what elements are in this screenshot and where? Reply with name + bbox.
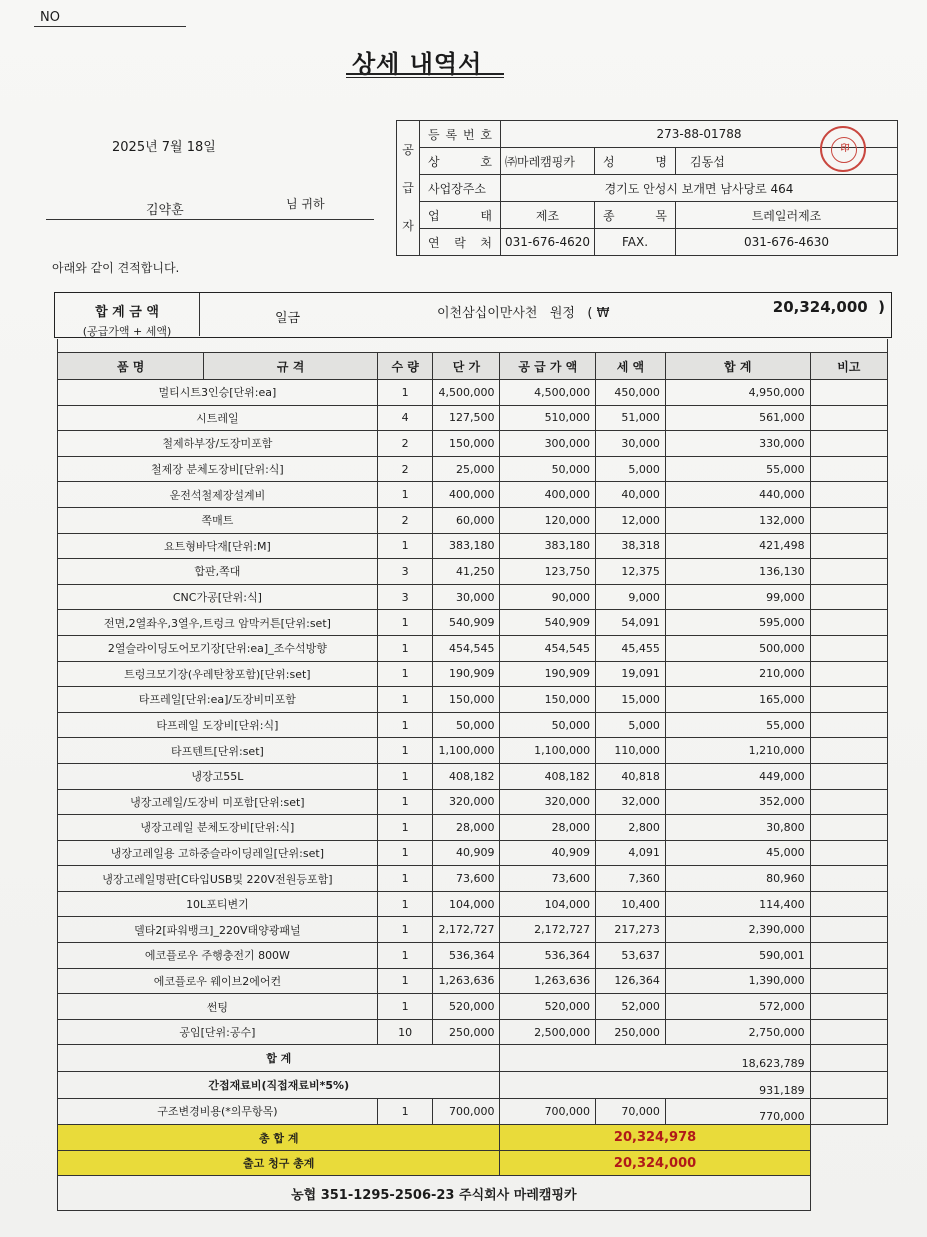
table-row — [58, 763, 888, 789]
intro-text: 아래와 같이 견적합니다. — [52, 261, 180, 275]
item-supply: 400,000 — [500, 482, 596, 508]
item-name: 냉장고55L — [58, 763, 378, 789]
table-row — [58, 559, 888, 585]
table-row — [58, 431, 888, 457]
item-note — [810, 738, 887, 764]
item-tax: 52,000 — [596, 994, 666, 1020]
indirect-label: 간접재료비(직접재료비*5%) — [58, 1072, 500, 1099]
subtotal-note — [810, 1045, 887, 1072]
item-unit-price: 4,500,000 — [433, 380, 500, 406]
item-supply: 123,750 — [500, 559, 596, 585]
item-tax: 9,000 — [596, 584, 666, 610]
item-tax: 19,091 — [596, 661, 666, 687]
item-unit-price: 540,909 — [433, 610, 500, 636]
item-tax: 51,000 — [596, 405, 666, 431]
item-supply: 50,000 — [500, 712, 596, 738]
side-char: 급 — [402, 181, 414, 195]
item-total: 595,000 — [665, 610, 810, 636]
item-note — [810, 559, 887, 585]
total-amount-label-cell — [55, 293, 200, 336]
phone-label: 연 락 처 — [420, 229, 501, 256]
change-tax: 70,000 — [596, 1098, 666, 1125]
item-supply: 454,545 — [500, 635, 596, 661]
total-amount-value: 20,324,000 ) — [772, 298, 885, 316]
item-note — [810, 891, 887, 917]
subtotal-label: 합 계 — [58, 1045, 500, 1072]
change-unit: 700,000 — [433, 1098, 500, 1125]
item-unit-price: 41,250 — [433, 559, 500, 585]
item-name: 트렁크모기장(우레탄창포함)[단위:set] — [58, 661, 378, 687]
item-supply: 4,500,000 — [500, 380, 596, 406]
item-supply: 104,000 — [500, 891, 596, 917]
item-total: 55,000 — [665, 712, 810, 738]
table-row — [58, 943, 888, 969]
item-name: 공임[단위:공수] — [58, 1019, 378, 1045]
item-tax: 2,800 — [596, 815, 666, 841]
item-supply: 150,000 — [500, 687, 596, 713]
total-amount-box — [54, 292, 892, 338]
item-name: 타프레일 도장비[단위:식] — [58, 712, 378, 738]
company-value: ㈜마레캠핑카 — [501, 148, 595, 175]
item-total: 55,000 — [665, 456, 810, 482]
item-qty: 1 — [377, 380, 433, 406]
item-note — [810, 635, 887, 661]
item-tax: 7,360 — [596, 866, 666, 892]
item-note — [810, 610, 887, 636]
item-unit-price: 73,600 — [433, 866, 500, 892]
item-tax: 40,818 — [596, 763, 666, 789]
item-unit-price: 320,000 — [433, 789, 500, 815]
item-tax: 450,000 — [596, 380, 666, 406]
item-note — [810, 1019, 887, 1045]
item-note — [810, 840, 887, 866]
document-number-line — [34, 26, 186, 27]
item-supply: 40,909 — [500, 840, 596, 866]
table-row — [58, 482, 888, 508]
item-note — [810, 456, 887, 482]
item-tax: 10,400 — [596, 891, 666, 917]
item-name: 냉장고레일 분체도장비[단위:식] — [58, 815, 378, 841]
item-qty: 1 — [377, 482, 433, 508]
change-qty: 1 — [377, 1098, 433, 1125]
item-unit-price: 454,545 — [433, 635, 500, 661]
bank-row — [58, 1176, 888, 1211]
item-name: 운전석철제장설계비 — [58, 482, 378, 508]
table-row — [58, 712, 888, 738]
item-unit-price: 536,364 — [433, 943, 500, 969]
item-total: 2,390,000 — [665, 917, 810, 943]
reg-no-label: 등 록 번 호 — [420, 121, 501, 148]
item-unit-price: 383,180 — [433, 533, 500, 559]
total-amount-sublabel: (공급가액 + 세액) — [82, 325, 172, 338]
col-header-supply: 공 급 가 액 — [500, 353, 596, 380]
indirect-value: 931,189 — [500, 1072, 810, 1099]
item-note — [810, 482, 887, 508]
change-row — [58, 1098, 888, 1125]
item-unit-price: 190,909 — [433, 661, 500, 687]
item-value: 트레일러제조 — [676, 202, 898, 229]
item-qty: 1 — [377, 994, 433, 1020]
item-qty: 1 — [377, 763, 433, 789]
item-note — [810, 712, 887, 738]
page-title: 상세 내역서 — [352, 50, 483, 78]
item-total: 99,000 — [665, 584, 810, 610]
fax-value: 031-676-4630 — [676, 229, 898, 256]
item-supply: 120,000 — [500, 507, 596, 533]
item-total: 4,950,000 — [665, 380, 810, 406]
item-unit-price: 150,000 — [433, 687, 500, 713]
item-total: 114,400 — [665, 891, 810, 917]
item-tax: 12,375 — [596, 559, 666, 585]
item-qty: 1 — [377, 917, 433, 943]
table-row — [58, 661, 888, 687]
indirect-row — [58, 1072, 888, 1099]
item-qty: 10 — [377, 1019, 433, 1045]
item-name: 멀티시트3인승[단위:ea] — [58, 380, 378, 406]
item-unit-price: 50,000 — [433, 712, 500, 738]
item-qty: 1 — [377, 635, 433, 661]
item-unit-price: 28,000 — [433, 815, 500, 841]
item-tax: 53,637 — [596, 943, 666, 969]
item-qty: 1 — [377, 789, 433, 815]
item-supply: 28,000 — [500, 815, 596, 841]
item-unit-price: 408,182 — [433, 763, 500, 789]
change-name: 구조변경비용(*의무항목) — [58, 1098, 378, 1125]
seal-glyph: 印 — [840, 144, 850, 154]
grand-total-blank — [810, 1125, 887, 1151]
col-header-total: 합 계 — [665, 353, 810, 380]
address-value: 경기도 안성시 보개면 남사당로 464 — [501, 175, 898, 202]
col-header-note: 비고 — [810, 353, 887, 380]
item-qty: 1 — [377, 712, 433, 738]
grand-total-row — [58, 1125, 888, 1151]
table-row — [58, 917, 888, 943]
item-qty: 2 — [377, 431, 433, 457]
item-total: 330,000 — [665, 431, 810, 457]
item-unit-price: 40,909 — [433, 840, 500, 866]
document-number-label: NO — [40, 10, 60, 25]
grand-total-label: 총 합 계 — [58, 1125, 500, 1151]
side-char: 자 — [402, 219, 414, 233]
table-row — [58, 866, 888, 892]
grand-total-value: 20,324,978 — [500, 1125, 810, 1151]
item-tax: 40,000 — [596, 482, 666, 508]
item-note — [810, 533, 887, 559]
company-seal-icon — [820, 126, 866, 172]
table-row — [58, 610, 888, 636]
item-qty: 2 — [377, 456, 433, 482]
item-tax: 217,273 — [596, 917, 666, 943]
item-total: 2,750,000 — [665, 1019, 810, 1045]
item-note — [810, 789, 887, 815]
item-note — [810, 687, 887, 713]
item-name: 전면,2열좌우,3열우,트렁크 암막커튼[단위:set] — [58, 610, 378, 636]
item-unit-price: 25,000 — [433, 456, 500, 482]
item-note — [810, 380, 887, 406]
table-row — [58, 968, 888, 994]
change-supply: 700,000 — [500, 1098, 596, 1125]
item-total: 572,000 — [665, 994, 810, 1020]
table-row — [58, 1019, 888, 1045]
ilgeum-label: 일금 — [275, 311, 301, 326]
item-name: 델타2[파워뱅크]_220V태양광패널 — [58, 917, 378, 943]
item-tax: 32,000 — [596, 789, 666, 815]
item-note — [810, 866, 887, 892]
item-qty: 1 — [377, 610, 433, 636]
item-total: 30,800 — [665, 815, 810, 841]
recipient-underline — [46, 219, 374, 220]
table-row — [58, 533, 888, 559]
recipient-honorific: 님 귀하 — [286, 197, 325, 211]
item-note — [810, 584, 887, 610]
col-header-tax: 세 액 — [596, 353, 666, 380]
table-row — [58, 815, 888, 841]
item-unit-price: 1,100,000 — [433, 738, 500, 764]
change-total: 770,000 — [665, 1098, 810, 1125]
item-tax: 30,000 — [596, 431, 666, 457]
item-qty: 1 — [377, 840, 433, 866]
item-supply: 190,909 — [500, 661, 596, 687]
item-tax: 12,000 — [596, 507, 666, 533]
issue-date: 2025년 7월 18일 — [112, 140, 216, 155]
item-qty: 4 — [377, 405, 433, 431]
item-total: 590,001 — [665, 943, 810, 969]
item-name: 에코플로우 웨이브2에어컨 — [58, 968, 378, 994]
billed-total-blank — [810, 1150, 887, 1176]
title-underline — [346, 73, 504, 75]
address-label: 사업장주소 — [420, 175, 501, 202]
item-name: 타프텐트[단위:set] — [58, 738, 378, 764]
ceo-value: 김동섭 — [676, 148, 898, 175]
item-total: 80,960 — [665, 866, 810, 892]
col-header-qty: 수 량 — [377, 353, 433, 380]
item-note — [810, 994, 887, 1020]
table-gap — [57, 339, 888, 352]
item-total: 449,000 — [665, 763, 810, 789]
table-row — [58, 380, 888, 406]
subtotal-row — [58, 1045, 888, 1072]
table-header-row — [58, 353, 888, 380]
item-name: 요트형바닥재[단위:M] — [58, 533, 378, 559]
phone-value: 031-676-4620 — [501, 229, 595, 256]
col-header-unit: 단 가 — [433, 353, 500, 380]
item-name: 냉장고레일용 고하중슬라이딩레일[단위:set] — [58, 840, 378, 866]
item-note — [810, 815, 887, 841]
business-label: 업 태 — [420, 202, 501, 229]
table-row — [58, 456, 888, 482]
total-amount-label: 합 계 금 액 — [95, 305, 159, 320]
table-row — [58, 405, 888, 431]
item-tax: 38,318 — [596, 533, 666, 559]
item-supply: 540,909 — [500, 610, 596, 636]
item-qty: 2 — [377, 507, 433, 533]
items-table — [57, 352, 888, 1211]
item-tax: 126,364 — [596, 968, 666, 994]
title-underline-2 — [346, 77, 504, 78]
korean-amount: 이천삼십이만사천 원정 ( ₩ — [437, 306, 610, 321]
item-name: 10L포티변기 — [58, 891, 378, 917]
item-total: 500,000 — [665, 635, 810, 661]
item-total: 210,000 — [665, 661, 810, 687]
col-header-name: 품 명 — [58, 353, 204, 380]
item-qty: 1 — [377, 533, 433, 559]
item-name: 타프레일[단위:ea]/도장비미포함 — [58, 687, 378, 713]
table-row — [58, 584, 888, 610]
item-qty: 1 — [377, 891, 433, 917]
item-supply: 90,000 — [500, 584, 596, 610]
item-tax: 54,091 — [596, 610, 666, 636]
item-qty: 1 — [377, 968, 433, 994]
col-header-spec: 규 격 — [204, 353, 377, 380]
item-qty: 1 — [377, 866, 433, 892]
item-unit-price: 127,500 — [433, 405, 500, 431]
item-tax: 4,091 — [596, 840, 666, 866]
item-unit-price: 30,000 — [433, 584, 500, 610]
item-name: 썬팅 — [58, 994, 378, 1020]
item-unit-price: 520,000 — [433, 994, 500, 1020]
item-tax: 250,000 — [596, 1019, 666, 1045]
item-qty: 1 — [377, 738, 433, 764]
item-qty: 1 — [377, 943, 433, 969]
item-name: 에코플로우 주행충전기 800W — [58, 943, 378, 969]
item-total: 1,390,000 — [665, 968, 810, 994]
item-name: 쪽매트 — [58, 507, 378, 533]
reg-no-value: 273-88-01788 — [501, 121, 898, 148]
item-total: 440,000 — [665, 482, 810, 508]
table-row — [58, 891, 888, 917]
billed-total-label: 출고 청구 총계 — [58, 1150, 500, 1176]
item-unit-price: 400,000 — [433, 482, 500, 508]
item-supply: 1,263,636 — [500, 968, 596, 994]
item-qty: 1 — [377, 815, 433, 841]
item-note — [810, 507, 887, 533]
item-note — [810, 968, 887, 994]
item-name: 냉장고레일/도장비 미포함[단위:set] — [58, 789, 378, 815]
supplier-side-label — [397, 121, 420, 256]
company-label: 상 호 — [420, 148, 501, 175]
item-supply: 510,000 — [500, 405, 596, 431]
item-tax: 110,000 — [596, 738, 666, 764]
item-note — [810, 405, 887, 431]
item-supply: 408,182 — [500, 763, 596, 789]
item-supply: 520,000 — [500, 994, 596, 1020]
item-total: 132,000 — [665, 507, 810, 533]
side-char: 공 — [402, 143, 414, 157]
item-supply: 50,000 — [500, 456, 596, 482]
fax-label: FAX. — [595, 229, 676, 256]
item-total: 1,210,000 — [665, 738, 810, 764]
business-value: 제조 — [501, 202, 595, 229]
item-qty: 3 — [377, 584, 433, 610]
item-name: 시트레일 — [58, 405, 378, 431]
bank-blank — [810, 1176, 887, 1211]
item-name: 냉장고레일명판[C타입USB및 220V전원등포함] — [58, 866, 378, 892]
item-name: 철제하부장/도장미포함 — [58, 431, 378, 457]
item-supply: 320,000 — [500, 789, 596, 815]
item-name: 철제장 분체도장비[단위:식] — [58, 456, 378, 482]
item-unit-price: 2,172,727 — [433, 917, 500, 943]
item-note — [810, 431, 887, 457]
item-unit-price: 60,000 — [433, 507, 500, 533]
item-tax: 5,000 — [596, 712, 666, 738]
item-tax: 45,455 — [596, 635, 666, 661]
recipient-name: 김약훈 — [146, 203, 184, 218]
item-tax: 5,000 — [596, 456, 666, 482]
billed-total-row — [58, 1150, 888, 1176]
item-name: 2열슬라이딩도어모기장[단위:ea]_조수석방향 — [58, 635, 378, 661]
item-supply: 300,000 — [500, 431, 596, 457]
table-row — [58, 738, 888, 764]
table-row — [58, 840, 888, 866]
item-name: 합판,쪽대 — [58, 559, 378, 585]
item-qty: 1 — [377, 687, 433, 713]
item-unit-price: 104,000 — [433, 891, 500, 917]
item-total: 136,130 — [665, 559, 810, 585]
billed-total-value: 20,324,000 — [500, 1150, 810, 1176]
item-qty: 3 — [377, 559, 433, 585]
indirect-note — [810, 1072, 887, 1099]
item-note — [810, 763, 887, 789]
table-row — [58, 994, 888, 1020]
item-supply: 2,172,727 — [500, 917, 596, 943]
item-note — [810, 943, 887, 969]
table-row — [58, 789, 888, 815]
table-row — [58, 635, 888, 661]
item-total: 561,000 — [665, 405, 810, 431]
item-supply: 536,364 — [500, 943, 596, 969]
item-total: 352,000 — [665, 789, 810, 815]
item-unit-price: 250,000 — [433, 1019, 500, 1045]
item-supply: 1,100,000 — [500, 738, 596, 764]
item-supply: 2,500,000 — [500, 1019, 596, 1045]
item-tax: 15,000 — [596, 687, 666, 713]
item-name: CNC가공[단위:식] — [58, 584, 378, 610]
item-unit-price: 150,000 — [433, 431, 500, 457]
change-note — [810, 1098, 887, 1125]
item-unit-price: 1,263,636 — [433, 968, 500, 994]
table-row — [58, 687, 888, 713]
subtotal-value: 18,623,789 — [500, 1045, 810, 1072]
item-total: 45,000 — [665, 840, 810, 866]
item-total: 421,498 — [665, 533, 810, 559]
ceo-label: 성 명 — [595, 148, 676, 175]
item-label: 종 목 — [595, 202, 676, 229]
item-qty: 1 — [377, 661, 433, 687]
item-note — [810, 661, 887, 687]
item-total: 165,000 — [665, 687, 810, 713]
table-row — [58, 507, 888, 533]
bank-account: 농협 351-1295-2506-23 주식회사 마레캠핑카 — [58, 1176, 811, 1211]
item-note — [810, 917, 887, 943]
item-supply: 383,180 — [500, 533, 596, 559]
item-supply: 73,600 — [500, 866, 596, 892]
